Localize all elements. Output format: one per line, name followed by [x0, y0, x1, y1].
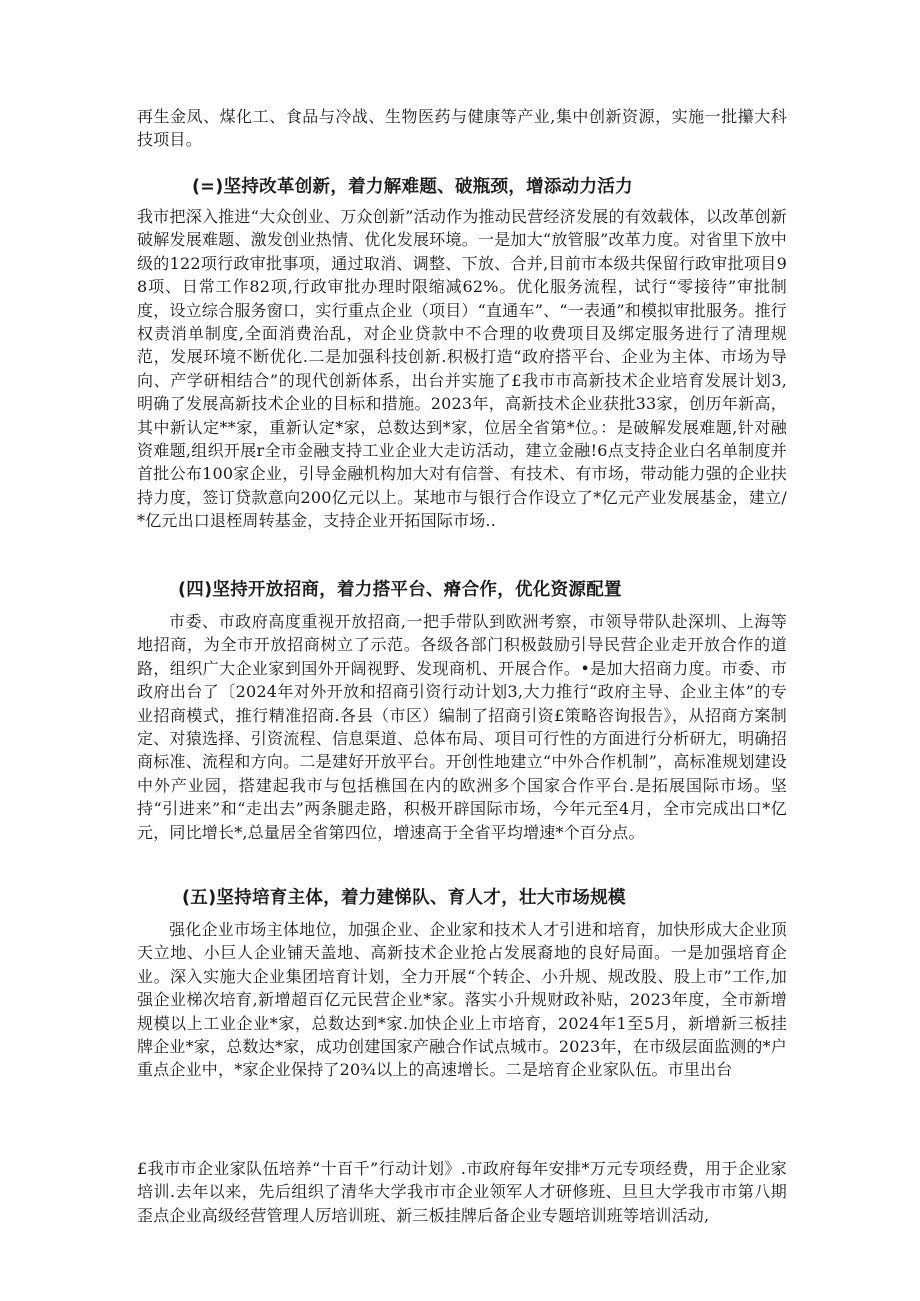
paragraph-section-3: 我市把深入推进“大众创业、万众创新”活动作为推动民营经济发展的有效载体，以改革创新破解发展难题、激发创业热情、优化发展环境。一是加大“放管服”改革力度。对省里下放中级的122项行政审批事项，通过取消、调整、下放、合并,目前市本级共保留行政审批项目98项、日常工作82项,行政审批办理时限缩减62%。优化服务流程，试行“零接待”审批制度，设立综合服务窗口，实行重点企业（项目）“直通车”、“一表通”和模拟审批服务。推行权责消单制度,全面消费治乱，对企业贷款中不合理的收费项目及绑定服务进行了清理规范，发展环境不断优化.二是加强科技创新.积极打造“政府搭平台、企业为主体、市场为导向、产学研相结合”的现代创新体系，出台并实施了£我市市高新技术企业培育发展计划3,明确了发展高新技术企业的目标和措施。2023年，高新技术企业获批33家，创历年新高，其中新认定**家，重新认定*家，总数达到*家，位居全省第*位。：是破解发展难题,针对融资难题,组织开展r全市金融支持工业企业大走访活动，建立金融!6点支持企业白名单制度并首批公布100家企业，引导金融机构加大对有信誉、有技术、有市场，带动能力强的企业扶持力度，签订贷款意向200亿元以上。某地市与银行合作设立了*亿元产业发展基金，建立/*亿元出口退桎周转基金，支持企业开拓国际市场.. — [137, 207, 787, 531]
paragraph-continuation: £我市市企业家队伍培养“十百千”行动计划》.市政府每年安排*万元专项经费，用于企业家培训.去年以来，先后组织了清华大学我市市企业领军人才研修班、旦旦大学我市市第八期歪点企业高级经营管理人厉培训班、新三板挂牌后备企业专题培训班等培训活动, — [137, 1159, 787, 1225]
paragraph-section-4: 市委、市政府高度重视开放招商,一把手带队到欧洲考察，市领导带队赴深圳、上海等地招商，为全市开放招商树立了示范。各级各部门积极鼓励引导民营企业走开放合作的道路，组织广大企业家到国外开阔视野、发现商机、开展合作。•是加大招商力度。市委、市政府出台了〔2024年对外开放和招商引资行动计划3,大力推行“政府主导、企业主体”的专业招商模式，推行精准招商.各县（市区）编制了招商引资£策略咨询报告》，从招商方案制定、对猿选择、引资流程、信息渠道、总体布局、项目可行性的方面进行分析研尢，明确招商标准、流程和方向。二是建好开放平台。开创性地建立“中外合作机制”，高标准规划建设中外产业园，搭建起我市与包括樵国在内的欧洲多个国家合作平台.是拓展国际市场。坚持“引进来”和“走出去”两条腿走路，积极开辟国际市场，今年元至4月，全市完成出口*亿元，同比增长*,总量居全省第四位，增速高于全省平均增速*个百分点。 — [137, 612, 787, 842]
section-heading-4: (四)坚持开放招商，着力搭平台、瘠合作，优化资源配置 — [178, 580, 622, 600]
section-heading-3: (=)坚持改革创新，着力解难题、破瓶颈，增添动力活力 — [192, 177, 633, 197]
paragraph-section-5: 强化企业市场主体地位，加强企业、企业家和技术人才引进和培育，加快形成大企业顶天立地、小巨人企业铺天盖地、高新技术企业抢占发展裔地的良好局面。一是加强培育企业。深入实施大企业集团培育计划，全力开展“个转企、小升规、规改股、股上市”工作,加强企业梯次培育,新增超百亿元民营企业*家。落实小升规财政补贴，2023年度，全市新增规模以上工业企业*家，总数达到*家.加快企业上市培育，2024年1至5月，新增新三板挂牌企业*家，总数达*家，成功创建国家产融合作试点城市。2023年，在市级层面监测的*户重点企业中，*家企业保持了20¾以上的高速增长。二是培育企业家队伍。市里出台 — [137, 920, 787, 1080]
paragraph-intro: 再生金凤、煤化工、食品与冷战、生物医药与健康等产业,集中创新资源，实施一批攥大科技项目。 — [137, 107, 787, 150]
section-heading-5: (五)坚持培育主体，着力建悌队、育人才，壮大市场规模 — [182, 888, 626, 908]
